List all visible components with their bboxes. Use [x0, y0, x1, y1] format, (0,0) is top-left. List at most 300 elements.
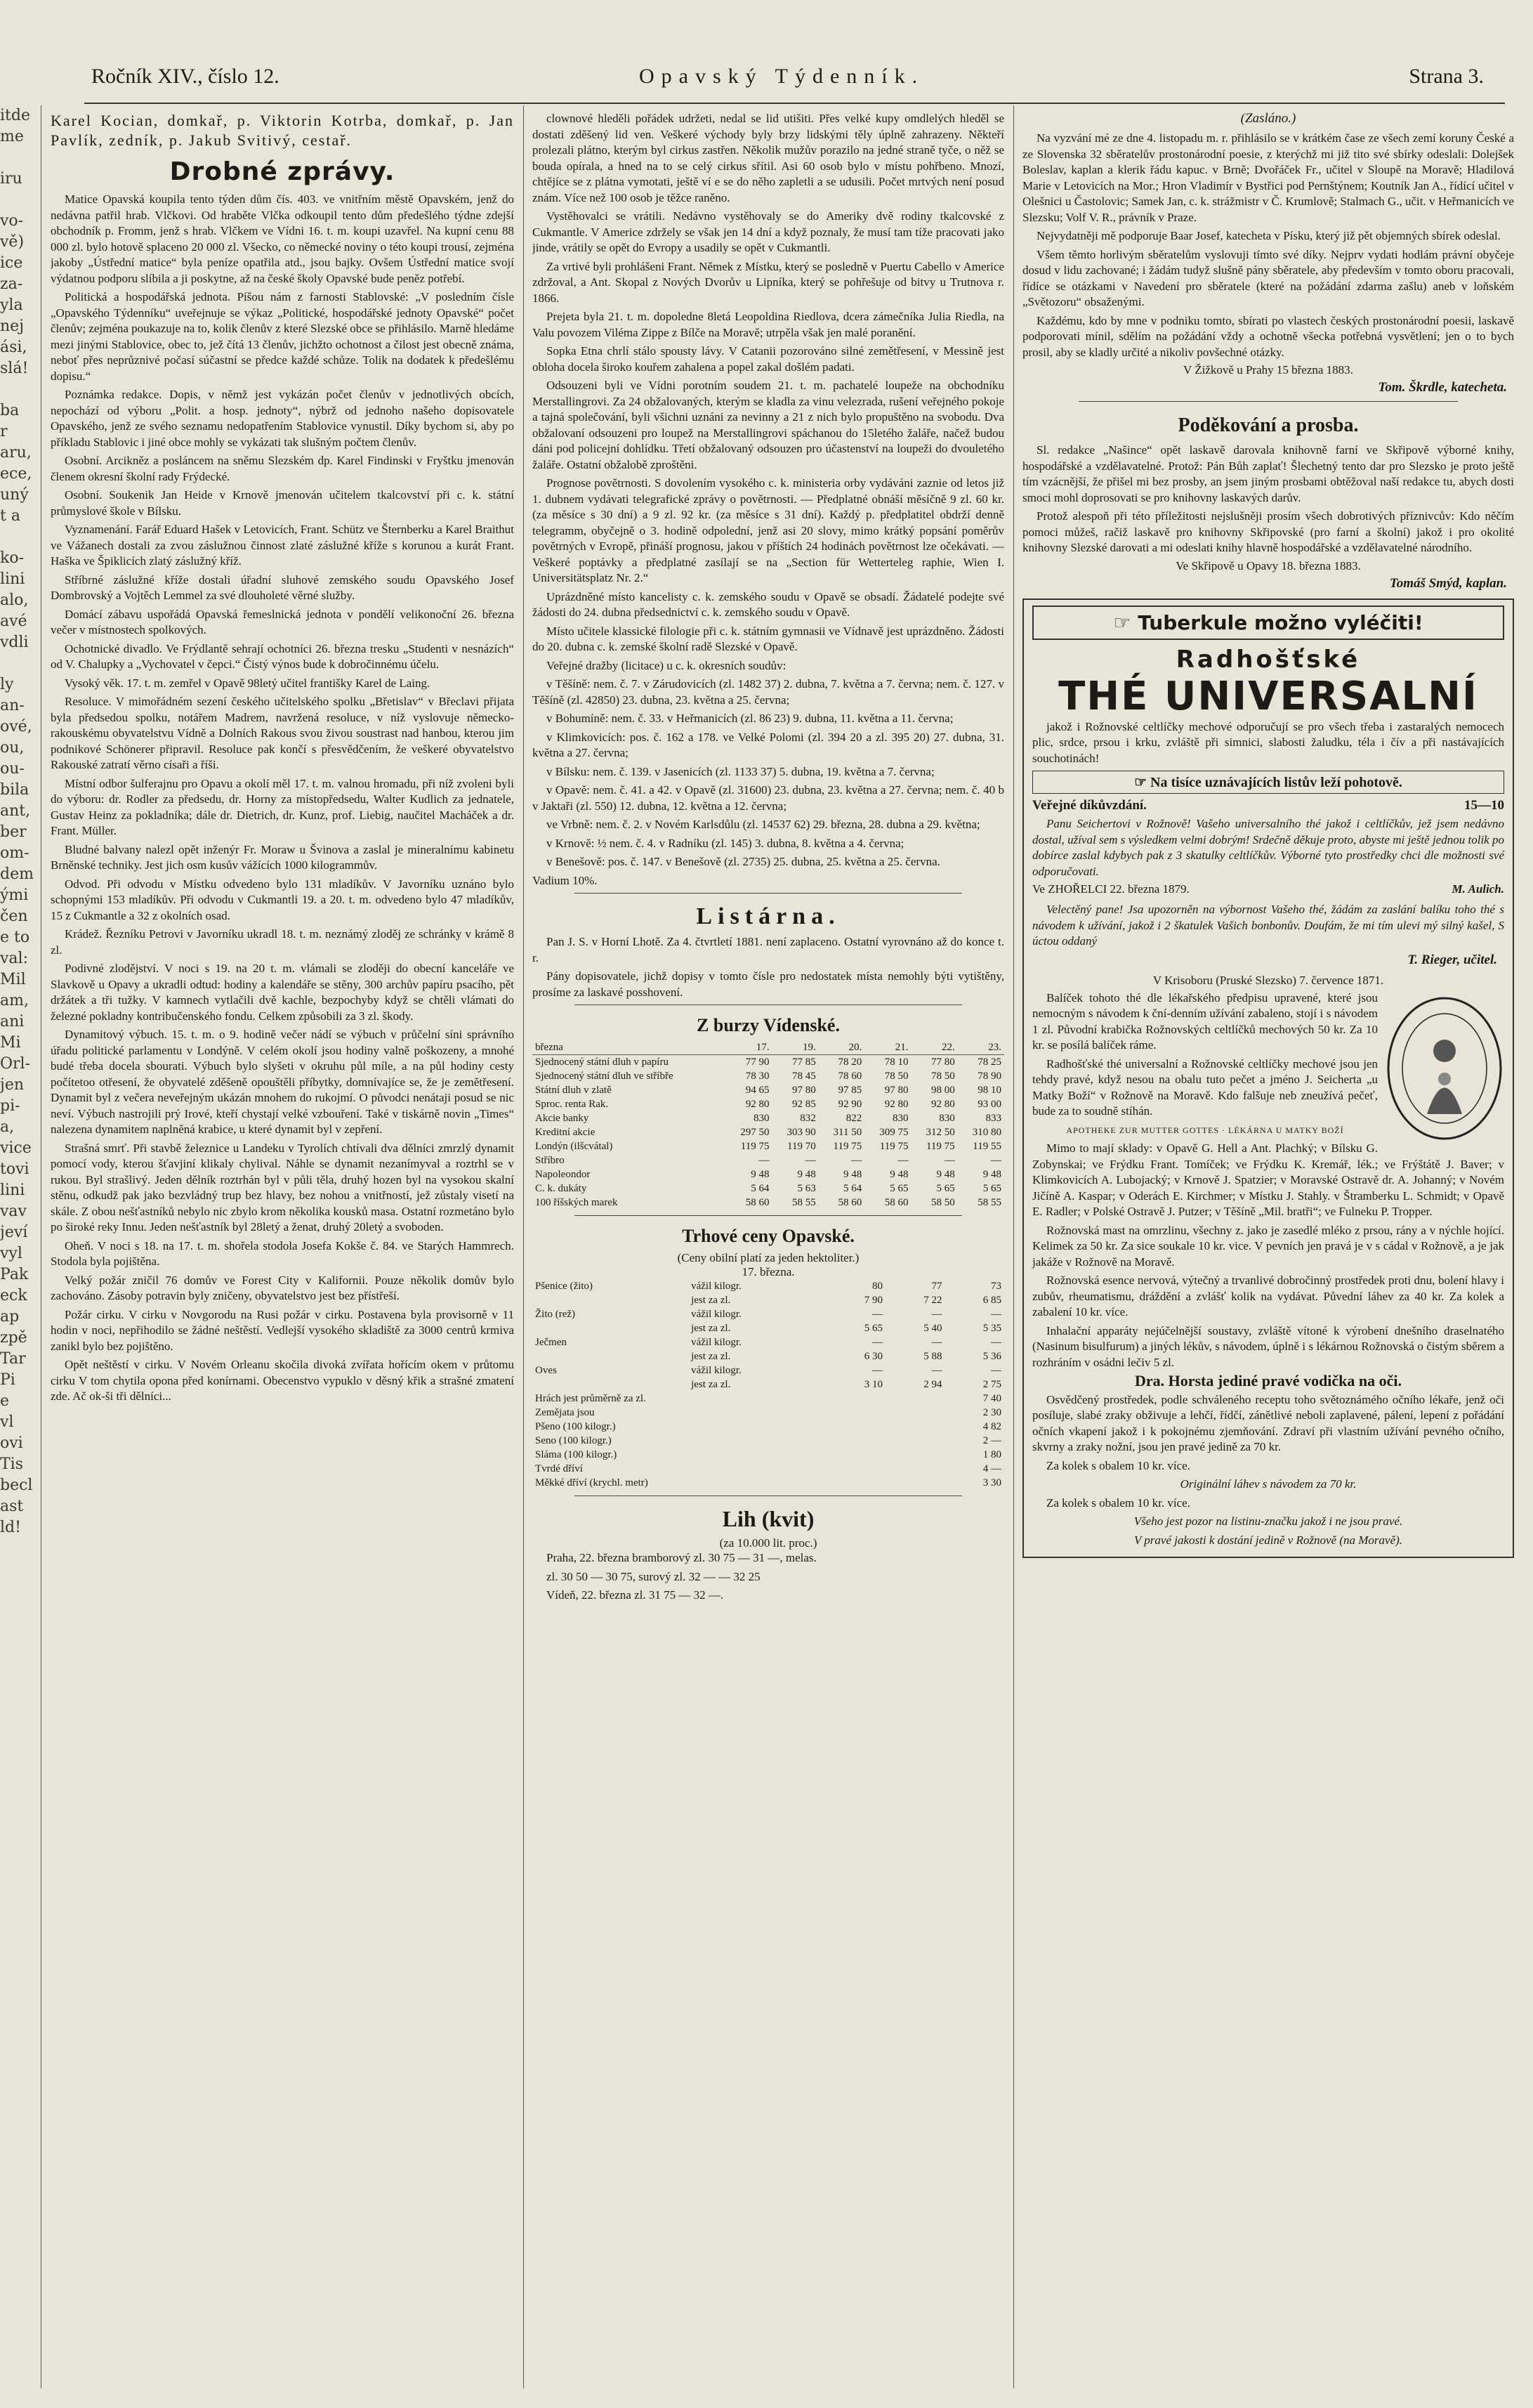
table-row	[532, 1097, 1004, 1111]
trhove-value: —	[872, 1309, 883, 1320]
burza-label: Státní dluh v zlatě	[535, 1085, 612, 1096]
trhove-value: 7 90	[864, 1295, 883, 1306]
edge-fragment: e	[0, 1392, 10, 1410]
table-row	[532, 1392, 1004, 1406]
burza-header-row	[532, 1040, 1004, 1055]
trhove-misc-value: 4 82	[982, 1421, 1001, 1432]
ad-letter-2-place: V Krisoboru (Pruské Slezsko) 7. července 1871.	[1152, 973, 1384, 987]
edge-fragment: jeví	[0, 1224, 28, 1241]
burza-value: 310 80	[972, 1127, 1001, 1138]
edge-fragment: ými	[0, 886, 29, 904]
ad-horsta-price: Za kolek s obalem 10 kr. více.	[1046, 1458, 1190, 1472]
edge-fragment: ld!	[0, 1519, 21, 1536]
trhove-label: Oves	[535, 1365, 557, 1376]
trhove-value: 6 30	[864, 1351, 883, 1362]
table-row	[532, 1406, 1004, 1420]
burza-value: 58 55	[978, 1197, 1001, 1208]
trhove-label: Pšenice (žito)	[535, 1281, 593, 1292]
ad-right-text: Radhošťské thé universalní a Rožnovské celtlíčky mechové jsou jen tehdy pravé, když nesou na obalu tuto pečet a jméno J. Seicherta „u Matky Boží“ v Rožnově na Moravě. Kdo falšuje neb zneužívá pečeť, bude za to soudně stíhán.	[1032, 1056, 1378, 1118]
trhove-misc-value: 3 30	[982, 1477, 1001, 1488]
article-paragraph: Stříbrné záslužné kříže dostali úřadní sluhové zemského soudu Opavského Josef Dombrovský a Vojtěch Lemmel za své dlouholeté věrné služby.	[51, 572, 514, 602]
edge-fragment: e to	[0, 929, 30, 946]
zaslano-paragraph: Každému, kdo by mne v podniku tomto, sbírati po vlastech českých prostonárodní poesii, laskavě podporovati mínil, sdělím na požádání vždy a ochotně všecka potřebná vysvětlení; jen o to bych prosil, aby se kladly určité a nikoliv povšechné otázky.	[1022, 313, 1514, 359]
auction-entry: v Benešově: pos. č. 147. v Benešově (zl. 2735) 25. dubna, 25. května a 25. června.	[546, 855, 940, 868]
trhove-value: —	[931, 1365, 942, 1376]
edge-fragment: ko-	[0, 549, 25, 567]
auction-vadium: Vadium 10%.	[532, 873, 598, 887]
burza-value: 832	[800, 1113, 816, 1124]
burza-value: 98 10	[978, 1085, 1001, 1096]
edge-fragment: čen	[0, 908, 28, 925]
trhove-misc-value: 2 30	[982, 1407, 1001, 1418]
trhove-subtitle: (Ceny obilní platí za jeden hektoliter.)	[677, 1251, 860, 1264]
edge-fragment: aru,	[0, 444, 32, 462]
edge-fragment	[0, 190, 35, 211]
article-paragraph: Krádež. Řezníku Petrovi v Javorníku ukradl 18. t. m. neznámý zloděj ze schránky v krámě 8 zl.	[51, 927, 514, 957]
article-paragraph: Vystěhovalci se vrátili. Nedávno vystěhovaly se do Ameriky dvě rodiny tkalcovské z Cukmantle. V Americe zdržely se však jen 14 dní a když poznaly, že musí tam tíže pracovati jako jinde, vrátily se opět do Evropy a usadily se opět v Cukmantli.	[532, 209, 1004, 254]
lih-price-line: Praha, 22. března bramborový zl. 30 75 — 31 —, melas.	[546, 1551, 817, 1564]
burza-value: 58 60	[838, 1197, 862, 1208]
ad-footer-1: Originální láhev s návodem za 70 kr.	[1180, 1477, 1357, 1491]
hand-pointer-icon: ☞	[1134, 775, 1151, 790]
trhove-unit: jest za zl.	[691, 1379, 731, 1390]
auction-entry: ve Vrbně: nem. č. 2. v Novém Karlsdůlu (zl. 14537 62) 29. března, 28. dubna a 29. května;	[546, 818, 980, 831]
trhove-label	[532, 1349, 688, 1363]
burza-value: 309 75	[879, 1127, 909, 1138]
trhove-misc-value: 1 80	[982, 1449, 1001, 1460]
edge-fragment: vav	[0, 1203, 27, 1220]
burza-value: 830	[892, 1113, 909, 1124]
running-head	[84, 65, 1505, 100]
edge-fragment: Tar	[0, 1350, 26, 1368]
burza-value: 78 20	[838, 1056, 862, 1068]
article-paragraph: Požár cirku. V cirku v Novgorodu na Rusi požár v cirku. Postavena byla provisorně v 11 hodin v noci, nepřihodilo se žádné neštěstí. Vedlejší vysokého skladiště za 3000 centrů krmiva zanikl bylo bez pojištěno.	[51, 1307, 514, 1353]
divider	[574, 1215, 962, 1216]
trhove-value: —	[872, 1337, 883, 1348]
article-paragraph: clownové hleděli pořádek udržeti, nedal se lid utišiti. Přes velké kupy omdlelých hleděl se dostati zděšený lid ven. Veškeré východy byly brzy lidskými těly úplně zahrazeny. Někteří prolezali plátno, kterým byl cirkus zastřen. Několik mužův porazilo na jedné straně tyče, o něž se bouda opírala, a hned na to se celý cirkus sřítil. Asi 60 osob bylo v místu pohřbeno. Mnozí, chtějíce se z plátna vymotati, ještě ví e se do něho zapletli a se udusili. Počet mrtvých není posud znám. Více než 100 osob je těžce raněno.	[532, 112, 1004, 204]
hand-pointer-icon: ☞	[1113, 610, 1138, 634]
table-row	[532, 1293, 1004, 1307]
trhove-misc-label: Měkké dříví (krychl. metr)	[535, 1477, 648, 1488]
burza-value: 297 50	[740, 1127, 770, 1138]
trhove-value: —	[991, 1337, 1001, 1348]
names-text: Karel Kocian, domkař, p. Viktorin Kotrba, domkař, p. Jan Pavlík, zedník, p. Jakub Svitivý, cestař.	[51, 112, 514, 149]
table-row	[532, 1196, 1004, 1210]
edge-fragment: vl	[0, 1413, 14, 1431]
trhove-misc-table	[532, 1392, 1004, 1490]
edge-fragment: iru	[0, 170, 22, 188]
ad-product-item: Rožnovská esence nervová, výtečný a trvanlivé dobročinný prostředek proti dnu, bolení hlavy i zubův, rheumatismu, dráždění a zvlášť kolik na vydávat. Půvední láhev za 40 kr. Za kolek a zabalení 10 kr. více.	[1032, 1274, 1504, 1318]
article-paragraph: Odsouzeni byli ve Vídni porotním soudem 21. t. m. pachatelé loupeže na obchodníku Merstallingrovi. Za 24 obžalovaných, kterým se kladla za vinu velezrada, rušení veřejného pokoje a tajná společování, byli všichni uznáni za nevinny a 21 z nich bylo propuštěno na svobodu. Dva obžalovaní odsouzeni pro loupež na Merstallingrovi spáchanou do 15letého žaláře, načež budou dáni pod policejní dohlídku. Třetí obžalovaný odsouzen pro účastenství na loupeži do dvouletého žaláře. Ostatní obžalobě zproštěni.	[532, 379, 1004, 471]
ad-letter-2-signature: T. Rieger, učitel.	[1407, 952, 1497, 967]
drobne-zpravy-title: Drobné zprávy.	[169, 157, 395, 186]
edge-fragment: a,	[0, 1118, 15, 1136]
table-row	[532, 1125, 1004, 1139]
table-row	[532, 1335, 1004, 1349]
news-articles	[532, 111, 1004, 674]
newspaper-title: Opavský Týdenník.	[639, 65, 925, 88]
edge-fragment	[0, 527, 35, 548]
burza-value: 119 75	[926, 1141, 955, 1152]
burza-value: 119 75	[879, 1141, 909, 1152]
edge-fragment: jen	[0, 1076, 25, 1094]
edge-fragment: pi-	[0, 1097, 20, 1115]
ad-banner-text: Tuberkule možno vyléčiti!	[1138, 610, 1423, 634]
burza-value: 77 80	[930, 1056, 955, 1068]
burza-header-cell: 22.	[911, 1040, 957, 1055]
thanks-paragraph: Protož alespoň při této příležitosti nejslušněji prosím všech dobrotivých příznivcův: Kdo něčím pomoci můžeš, račiž laskavě pro knihovny Skřipovské (pro farní a školní) jakož i pro okolité knihovny Slezské darovati a mi odeslati knihy hlavně hospodářské a vzdělavatelné národního.	[1022, 509, 1514, 554]
drobne-zpravy-articles	[51, 192, 514, 1405]
auction-entry: v Těšíně: nem. č. 7. v Zárudovicích (zl. 1482 37) 2. dubna, 7. května a 7. června; nem. č. 127. v Těšíně (zl. 42850) 23. dubna, 23. května a 25. června;	[532, 677, 1004, 707]
edge-fragment: ási,	[0, 339, 27, 356]
trhove-value: 5 40	[923, 1323, 942, 1334]
burza-value: 98 00	[930, 1085, 955, 1096]
burza-value: 119 70	[787, 1141, 816, 1152]
table-row	[532, 1069, 1004, 1083]
thanks-title: Poděkování a prosba.	[1178, 414, 1359, 436]
ad-stores: Mimo to mají sklady: v Opavě G. Hell a Ant. Plachký; v Bílsku G. Zobynskai; ve Frýdku Frant. Tomíček; ve Frýdku K. Kremář, lék.; ve Frýštátě J. Baver; v Klimkovicích A. Lubojacký; v Krnově J. Spatzier; v Moravské Ostravě dr. A. Johanný; v Novém Jičíně A. Kaspar; v Oderách E. Kirchmer; v Místku J. Stahly. v Štramberku L. Schmidt; v Opavě E. Radler; v Polské Ostravě J. Putzer; v Těšíně „Mil. bratři“; ve Fulneku P. Tropper.	[1032, 1141, 1504, 1218]
trhove-misc-label: Zemějata jsou	[535, 1407, 595, 1418]
edge-fragment: eck	[0, 1287, 27, 1304]
burza-value: 77 90	[745, 1056, 770, 1068]
burza-value: 78 50	[930, 1071, 955, 1082]
edge-fragment: an-	[0, 697, 25, 714]
article-paragraph: Místo učitele klassické filologie při c. k. státním gymnasii ve Vídnavě jest uprázdněno. Žádosti do 20. dubna c. k. zemské školní radě Slezské v Opavě.	[532, 624, 1004, 653]
trhove-value: 5 88	[923, 1351, 942, 1362]
edge-fragment: slá!	[0, 360, 29, 377]
burza-value: —	[944, 1155, 955, 1166]
burza-value: 58 60	[745, 1197, 770, 1208]
names-block	[51, 111, 514, 150]
trhove-value: 73	[991, 1281, 1001, 1292]
edge-fragment: Mi	[0, 1034, 21, 1052]
burza-value: —	[805, 1155, 816, 1166]
divider	[1079, 401, 1458, 402]
trhove-unit: jest za zl.	[691, 1351, 731, 1362]
burza-header-cell: 23.	[958, 1040, 1004, 1055]
burza-value: 92 85	[791, 1099, 816, 1110]
burza-value: 97 85	[838, 1085, 862, 1096]
header-rule	[84, 103, 1505, 104]
edge-fragment: me	[0, 128, 24, 145]
burza-value: 9 48	[890, 1169, 909, 1180]
edge-fragment: Pi	[0, 1371, 15, 1389]
zaslano-signature: Tom. Škrdle, katecheta.	[1378, 380, 1507, 395]
trhove-unit: vážil kilogr.	[691, 1281, 742, 1292]
edge-fragment: vice	[0, 1139, 32, 1157]
table-row	[532, 1055, 1004, 1070]
article-paragraph: Dynamitový výbuch. 15. t. m. o 9. hodině večer nádí se výbuch v průčelní síni správního úřadu politické parlamentu v Londýně. V celém okolí jsou hodiny valně poškozeny, a mnohé budé třeba docela sbourati. Výbuch bylo slyšeti v okruhu půl míle, a na půl hodiny cesty počítetoo otřesení, že obyvatelé zděšeně opouštěli příbytky, domnívajíce se, že je zemětřesení. Dynamit byl z večera neveřejným ukázán mnohem do rukojmí. O původci nenátaji posud se nic neví. Výbuch nastrojili prý Irové, kteří chystají velké vzbouření. Také v tiskárně novin „Times“ nalezena dynamitem naplněná krabice, u které dynamit byl v zepření.	[51, 1028, 514, 1136]
edge-fragment: yla	[0, 296, 23, 314]
ad-intro: jakož i Rožnovské celtlíčky mechové odporučují se pro všech třeba i zastaralých nemocech plic, srdce, prsou i krku, zvláště při simnici, slabosti žaludku, téla i čív a při nastávajících souchotinách!	[1032, 719, 1504, 765]
column-1	[51, 111, 514, 2394]
table-row	[532, 1378, 1004, 1392]
burza-value: 830	[939, 1113, 955, 1124]
seal-icon	[1385, 995, 1504, 1142]
burza-value: 92 80	[884, 1099, 909, 1110]
trhove-misc-label: Sláma (100 kilogr.)	[535, 1449, 617, 1460]
edge-fragment: ice	[0, 254, 23, 272]
burza-value: 94 65	[745, 1085, 770, 1096]
edge-fragment: Tis	[0, 1455, 23, 1473]
edge-fragment: ové,	[0, 718, 32, 735]
edge-fragment: Mil	[0, 971, 26, 988]
ad-letter-1-footer	[1032, 882, 1504, 896]
listarna-entry: Pan J. S. v Horní Lhotě. Za 4. čtvrtletí 1881. není zaplaceno. Ostatní vyrovnáno až do konce t. r.	[532, 935, 1004, 964]
trhove-value: 6 85	[982, 1295, 1001, 1306]
edge-fragment: vdli	[0, 634, 29, 651]
burza-value: 97 80	[791, 1085, 816, 1096]
article-paragraph: Velký požár zničil 76 domův ve Forest City v Kalifornii. Pouze několik domův bylo zachováno. Zásoby potravin byly zničeny, obyvatelstvo jest bez přístřeší.	[51, 1273, 514, 1302]
trhove-value: —	[991, 1309, 1001, 1320]
burza-value: 93 00	[978, 1099, 1001, 1110]
burza-value: 97 80	[884, 1085, 909, 1096]
table-row	[532, 1420, 1004, 1434]
trhove-unit: vážil kilogr.	[691, 1309, 742, 1320]
trhove-misc-label: Tvrdé dříví	[535, 1463, 583, 1474]
edge-fragment: vyl	[0, 1245, 22, 1262]
zaslano-paragraph: Na vyzvání mé ze dne 4. listopadu m. r. přihlásilo se v krátkém čase ze všech zemí koruny České a ze Slovenska 32 sběratelův prostonárodní poesie, z kterýchž mi již tito své sbírky odeslali: Dolejšek Boleslav, kaplan a klerik řádu kapuc. v Brně; Dvořáček Fr., učitel v Sloupě na Moravě; Hladilová Marie v Letovicích na Mor.; Hron Vladimír v Bystřici pod Pernštýnem; Koutník Jan A., řídící učitel v Olešnici u Častolovic; Samek Jan, c. k. strážmistr v Č. Krumlově; Stalmach G., učit. v Heřmanicích ve Slezsku; Volf V. R., právník v Praze.	[1022, 131, 1514, 224]
edge-fragment: Orl-	[0, 1055, 31, 1073]
article-paragraph: Politická a hospodářská jednota. Píšou nám z farnosti Stablovské: „V posledním čísle „Opavského Týdenníku“ uveřejnuje se výkaz „Politické, hospodářské jednoty Opavské“ počet členův; zejména poukazuje na to, kolik členův z které Slezské obce se přihlásilo. Marně hledáme mezi jinými Stablovice, obec to, jež čítá 13 členův, jichžto ochotnost a čilost jest obecně známa, neboť přes neprůznivé počasí súčastní se předce každé schůze. Tolik na dodatek k předešlému dopisu.“	[51, 290, 514, 383]
lih-price-line: zl. 30 50 — 30 75, surový zl. 32 — — 32 25	[546, 1569, 761, 1583]
issue-number: Ročník XIV., číslo 12.	[91, 65, 279, 88]
burza-value: —	[991, 1155, 1001, 1166]
table-row	[532, 1448, 1004, 1462]
edge-fragment: lini	[0, 570, 25, 588]
edge-fragment	[0, 148, 35, 169]
edge-fragment	[0, 653, 35, 674]
zaslano-paragraph: Všem těmto horlivým sběratelům vyslovuji tímto své díky. Nejprv vydati hodlám právní obyčeje dosud v lidu zachované; i žádám tudyž slušně pány sběratele, aby především v tomto oboru pracovali, řídíce se otázkami v Navedení pro sběratele (které na požádání zdarma zašlu) aneb v loňském „Světozoru“ obsaženými.	[1022, 247, 1514, 308]
trhove-title: Trhové ceny Opavské.	[682, 1226, 855, 1246]
burza-label: Akcie banky	[535, 1113, 589, 1124]
edge-fragment: ber	[0, 823, 27, 841]
article-paragraph: Prognose povětrnosti. S dovolením vysokého c. k. ministeria orby vydáváni zaznie od letos již 1. dubnem vydávati telegrafické zprávy o povětrnosti. — Předplatné obnáší měsíčně 9 zl. 60 kr. (za měsíce s 30 dní) a 9 zl. 92 kr. (za měsíce s 31 dní). Každý p. předplatitel obdrží denně telegramm, obyčejně o 3. hodině odpolední, jenž asi 20 slovy, mimo krátký popsání poměrův povětrných v Evropě, přináší prognosu, jakou v příštích 24 hodinách povětrnost lze očekávati. — Veškeré poptávky a předplatné zasílají se na „Section für Wetterteleg raphie, Wien I. Universitätsplatz Nr. 2.“	[532, 476, 1004, 584]
auction-entry: v Bohumíně: nem. č. 33. v Heřmanicích (zl. 86 23) 9. dubna, 11. května a 11. června;	[546, 712, 954, 725]
thanks-paragraph: Sl. redakce „Našince“ opět laskavě darovala knihovně farní ve Skřipově výborné knihy, hospodářské a vzdělavatelné. Protož: Pán Bůh zaplať! Šlechetný tento dar pro Slezsko je proto ještě tím vzácnější, že přišel mi bez prosby, an jsem jiným prosbami obtěžoval naší redakce tu, abych dosti smoci mohl doprosovati se pro knihovny laskavých darův.	[1022, 443, 1514, 504]
trhove-unit: vážil kilogr.	[691, 1365, 742, 1376]
table-row	[532, 1321, 1004, 1335]
burza-title: Z burzy Vídenské.	[697, 1015, 840, 1035]
ad-title-radhostske: Radhošťské	[1176, 645, 1361, 674]
column-rule-1	[523, 105, 524, 2388]
burza-value: 78 25	[978, 1056, 1001, 1068]
burza-value: 5 65	[982, 1183, 1001, 1194]
burza-value: —	[758, 1155, 770, 1166]
page-number: Strana 3.	[1409, 65, 1484, 88]
article-paragraph: Resoluce. V mimořádném sezení českého učitelského spolku „Břetislav“ v Břeclavi přijata byla předsedou spolku, notářem Madrem, navržená resoluce, v níž vyslovuje německo-rakouskému obyvatelstvu Vídně a Dolních Rakous svou živou soustrast nad hanbou, kterou jim podnikové Schönerer připravil. Resoluce pak končí s přesvědčením, že veškeré obyvatelstvo Rakouské zatratí věrno císaři a říši.	[51, 695, 514, 771]
edge-fragment	[0, 379, 35, 400]
listarna-block	[532, 934, 1004, 1000]
burza-value: 5 63	[797, 1183, 816, 1194]
table-row	[532, 1167, 1004, 1182]
burza-header-cell: března	[532, 1040, 725, 1055]
article-paragraph: Strašná smrť. Při stavbě železnice u Landeku v Tyrolích chtívali dva dělníci zmrzlý dynamit pomocí vody, kterou šťavjiní klikaly chylival. Náhle se dynamit nezanímyval a roztrhl se v rukou. Byl strašlivý. Jeden dělník roztrhán byl v půli těla, druhý hozen byl na vysokou skalní stěnu, odkudž pak jako bezvládný trup bez hlavy, bez nohou a vnitřností, jež zůstaly visetí na skále. Z obou nešťastníků nebylo nic zbylo krom několika kousků masa. Ostatní rozmetáno bylo po široké reky Innu. Jeden nešťastník byl 28letý a ženat, druhý 20letý a svoboden.	[51, 1141, 514, 1234]
burza-value: 833	[985, 1113, 1001, 1124]
burza-value: 92 80	[930, 1099, 955, 1110]
burza-table	[532, 1040, 1004, 1210]
trhove-unit: vážil kilogr.	[691, 1337, 742, 1348]
article-paragraph: Osobní. Soukenik Jan Heide v Krnově jmenován učitelem tkalcovství při c. k. státní průmyslové škole v Bílsku.	[51, 488, 514, 518]
edge-fragment: tovi	[0, 1160, 29, 1178]
burza-value: 119 55	[973, 1141, 1001, 1152]
trhove-value: 5 35	[982, 1323, 1001, 1334]
burza-header-cell: 20.	[819, 1040, 865, 1055]
article-paragraph: Vyznamenání. Farář Eduard Hašek v Letovicích, Frant. Schütz ve Šternberku a Karel Braithut ve Vážanech dostali za zvou záslužnou činnost zlaté záslužné kříže s korunou a kurát Frant. Haška ve Špiklicích zlatý záslužný kříž.	[51, 523, 514, 568]
edge-fragment: t a	[0, 507, 20, 525]
burza-header-cell: 17.	[725, 1040, 772, 1055]
trhove-date: 17. března.	[742, 1265, 795, 1278]
lih-subtitle: (za 10.000 lit. proc.)	[719, 1536, 817, 1550]
trhove-misc-value: 7 40	[982, 1393, 1001, 1404]
auction-entry: v Krnově: ½ nem. č. 4. v Radníku (zl. 145) 3. dubna, 8. května a 4. června;	[546, 836, 904, 850]
trhove-value: 2 94	[923, 1379, 942, 1390]
table-row	[532, 1139, 1004, 1153]
table-row	[532, 1307, 1004, 1321]
edge-fragment: vě)	[0, 233, 25, 251]
burza-value: 9 48	[982, 1169, 1001, 1180]
trhove-value: 80	[872, 1281, 883, 1292]
burza-value: 78 10	[884, 1056, 909, 1068]
edge-fragment: zpě	[0, 1329, 27, 1347]
burza-value: 78 30	[745, 1071, 770, 1082]
listarna-entry: Pány dopisovatele, jichž dopisy v tomto čísle pro nedostatek místa nemohly býti vytištěny, prosíme za laskavé posshovení.	[532, 969, 1004, 999]
auction-entry: v Klimkovicích: pos. č. 162 a 178. ve Velké Polomi (zl. 394 20 a zl. 395 20) 27. dubna, 31. května a 27. června;	[532, 730, 1004, 759]
burza-value: 78 50	[884, 1071, 909, 1082]
article-paragraph: Ochotnické divadlo. Ve Frýdlantě sehrají ochotníci 26. března tresku „Studenti v nesnázích“ od V. Chalupky a „Vychovatel v čepci.“ Čistý výnos bude k dobročinnému účelu.	[51, 641, 514, 671]
burza-value: 119 75	[833, 1141, 862, 1152]
burza-value: 312 50	[926, 1127, 955, 1138]
burza-label: C. k. dukáty	[535, 1183, 587, 1194]
burza-value: —	[851, 1155, 862, 1166]
edge-fragment: uný	[0, 486, 29, 504]
trhove-value: 5 65	[864, 1323, 883, 1334]
trhove-table	[532, 1279, 1004, 1392]
listarna-title: Listárna.	[696, 903, 841, 929]
ad-thanks-range: 15—10	[1464, 798, 1504, 813]
edge-fragment: Pak	[0, 1266, 29, 1283]
zaslano-paragraph: Nejvydatněji mě podporuje Baar Josef, katecheta v Písku, který již pět objemných sbírek odeslal.	[1037, 229, 1501, 242]
auction-entry: v Opavě: nem. č. 41. a 42. v Opavě (zl. 31600) 23. dubna, 23. května a 27. června; nem. č. 40 b v Jaktaři (zl. 550) 12. dubna, 12. května a 12. června;	[532, 783, 1004, 813]
trhove-value: —	[931, 1337, 942, 1348]
ad-footer-3: Všeho jest pozor na listinu-značku jakož i ne jsou pravé.	[1133, 1514, 1403, 1528]
burza-value: 303 90	[787, 1127, 816, 1138]
article-paragraph: Za vrtivé byli prohlášeni Frant. Němek z Místku, který se posledně v Puertu Cabello v Americe zdržoval, a Ant. Skopal z Nových Dvorův u Lipníka, který se pohřešuje od bitvy u Trutnova r. 1866.	[532, 259, 1004, 305]
article-paragraph: Odvod. Při odvodu v Místku odvedeno bylo 131 mladíkův. V Javorníku uznáno bylo schopnými 153 mladíkův. Při odvodu v Cukmantli 19. a 20. t. m. odvedeno bylo 47 mladíkův, 15 z Cukmantle a 32 z okolních osad.	[51, 877, 514, 922]
edge-fragment: ant,	[0, 802, 31, 820]
ad-testimonials-note	[1032, 771, 1504, 794]
article-paragraph: Prejeta byla 21. t. m. dopoledne 8letá Leopoldina Riedlova, dcera zámečníka Julia Riedla, na Valu povozem Viléma Zippe z Bílče na Moravě; utrpěla však jen malé poranění.	[532, 310, 1004, 339]
edge-fragment: ani	[0, 1013, 25, 1030]
burza-label: Kreditní akcie	[535, 1127, 596, 1138]
burza-value: 77 85	[791, 1056, 816, 1068]
edge-fragment: ly	[0, 676, 14, 693]
edge-fragment: om-	[0, 844, 29, 862]
edge-fragment: nej	[0, 318, 25, 335]
burza-label: Londýn (ilšcvátal)	[535, 1141, 613, 1152]
edge-fragment: alo,	[0, 591, 29, 609]
burza-value: 92 90	[838, 1099, 862, 1110]
edge-fragment: itde	[0, 107, 30, 124]
article-paragraph: Osobní. Arcikněz a posláncem na sněmu Slezském dp. Karel Findinski v Fryštku jmenován členem okresní školní rady Frýdecké.	[51, 454, 514, 483]
edge-fragment: bila	[0, 781, 29, 799]
zaslano-dateline: V Žižkově u Prahy 15 března 1883.	[1183, 363, 1353, 377]
ad-title-universal: THÉ UNIVERSALNÍ	[1058, 673, 1478, 719]
previous-page-edge	[0, 105, 35, 2388]
ad-footer-4: V pravé jakosti k dostání jedině v Rožnově (na Moravě).	[1133, 1533, 1403, 1547]
column-3	[1022, 111, 1514, 2394]
zaslano-article	[1022, 131, 1514, 360]
advertisement	[1022, 598, 1514, 1559]
burza-label: 100 říšských marek	[535, 1197, 618, 1208]
burza-label: Sjednocený státní dluh v papíru	[535, 1056, 669, 1068]
ad-product-item: Rožnovská mast na omrzlinu, všechny z. jako je zasedlé mléko z prsou, rány a v nýchle hojící. Kelimek za 50 kr. Za sice soukale 10 kr. vice. V pevních jen pravá je v s cádal v Rožnově, a je jak jakáže v Rožnově na Moravě.	[1032, 1223, 1504, 1269]
ad-footer-2: Za kolek s obalem 10 kr. více.	[1046, 1496, 1190, 1510]
edge-fragment: lini	[0, 1182, 25, 1199]
burza-value: 119 75	[740, 1141, 770, 1152]
burza-header-cell: 19.	[772, 1040, 818, 1055]
trhove-value: —	[872, 1365, 883, 1376]
ad-left-text: Balíček tohoto thé dle lékařského předpisu upravené, které jsou nemocným s návodem k ční-denním užívání zabaleno, stojí i s návodem 1 zl. Původní krabička Rožnovských celtlíčků mechových 50 kr. Za 10 kr. se posílá balíček ráme.	[1032, 990, 1378, 1052]
article-paragraph: Matice Opavská koupila tento týden dům čís. 403. ve vnitřním městě Opavském, jenž do nedávna patřil hrab. Vlčkovi. Od hraběte Vlčka odkoupil tento dům předešlého týdne zdejší obchodník p. Fromm, jenž s hrab. Vlčkem ve Vídni 16. t. m. koupi uzavřel. Na kupní cenu 88 000 zl. bylo hotově splaceno 20 000 zl. Všecko, co německé noviny o této koupi trousí, zejména jakoby „Ústřední matice“ byla peníze opatřila atd., jsou bajky. Ovšem Ústřední matice svojí výdatnou podporu slíbila a ji poskytne, až na české školy Opavské bude peněz potřebí.	[51, 192, 514, 285]
trhove-misc-value: 4 —	[982, 1463, 1001, 1474]
trhove-value: 77	[931, 1281, 942, 1292]
trhove-value: —	[931, 1309, 942, 1320]
table-row	[532, 1363, 1004, 1378]
edge-fragment: avé	[0, 613, 27, 630]
edge-fragment: becl	[0, 1477, 33, 1494]
trhove-label	[532, 1293, 688, 1307]
burza-value: 9 48	[843, 1169, 862, 1180]
table-row	[532, 1182, 1004, 1196]
article-paragraph: Sopka Etna chrlí stálo spousty lávy. V Catanii pozorováno silné zemětřesení, v Messině jest obloha docela široko kouřem zahalena a popel zakal došlém padati.	[532, 344, 1004, 374]
thanks-dateline: Ve Skřipově u Opavy 18. března 1883.	[1176, 558, 1361, 572]
burza-value: 5 64	[751, 1183, 770, 1194]
edge-fragment: r	[0, 423, 8, 440]
trhove-misc-label: Hrách jest průměrně za zl.	[535, 1393, 646, 1404]
edge-fragment: ast	[0, 1498, 24, 1515]
burza-value: —	[897, 1155, 909, 1166]
burza-value: 830	[753, 1113, 770, 1124]
table-row	[532, 1083, 1004, 1097]
edge-fragment: am,	[0, 992, 29, 1009]
article-paragraph: Bludné balvany nalezl opět inženýr Fr. Moraw u Švinova a zaslal je mineralnímu kabinetu Brněnské techniky. Jest jich osm kusův vážících 1000 kilogrammův.	[51, 842, 514, 872]
article-paragraph: Domácí zábavu uspořádá Opavská řemeslnická jednota v pondělí velikonoční 26. března večer v místnostech spolkových.	[51, 607, 514, 636]
edge-fragment: val:	[0, 950, 28, 967]
edge-fragment: za-	[0, 275, 23, 293]
ad-pill-text: Na tisíce uznávajících listův leží pohotově.	[1150, 775, 1402, 790]
burza-label: Napoleondor	[535, 1169, 591, 1180]
ad-horsta-title: Dra. Horsta jediné pravé vodička na oči.	[1134, 1372, 1402, 1389]
table-row	[532, 1434, 1004, 1448]
article-paragraph: Opět neštěstí v cirku. V Novém Orleanu skočila divoká zvířata hořícím okem v průtomu cirku V tom chytila opona před konírnami. Obecenstvo vypuklo v děsný křik a strašné zmatení zde. Ač ok-ši tři dělníci...	[51, 1358, 514, 1403]
lih-title: Lih (kvit)	[722, 1506, 815, 1531]
table-row	[532, 1462, 1004, 1476]
trhove-misc-label: Pšeno (100 kilogr.)	[535, 1421, 616, 1432]
divider	[574, 893, 962, 894]
burza-value: 9 48	[797, 1169, 816, 1180]
burza-value: 5 65	[936, 1183, 955, 1194]
ad-letter-1: Panu Seichertovi v Rožnově! Vašeho universalního thé jakož i celtlíčkův, jež jsem nedávno dostal, užíval sem s výsledkem velmi dobrým! Srdečně děkuje proto, abyste mi ještě jednou tolik po dobírce zaslal kdybych pak z 3 skatulky celtlíčkův. Výborné tyto prostředky chci dle možnosti své odporučovati.	[1032, 817, 1504, 878]
auction-entry: v Bílsku: nem. č. 139. v Jasenicích (zl. 1133 37) 5. dubna, 19. května a 7. června;	[546, 764, 935, 778]
edge-fragment: ou,	[0, 739, 25, 757]
thanks-article	[1022, 443, 1514, 556]
edge-fragment: ovi	[0, 1434, 23, 1452]
column-rule-2	[1013, 105, 1014, 2388]
zaslano-label: (Zasláno.)	[1240, 111, 1296, 126]
edge-fragment: ba	[0, 402, 20, 419]
trhove-label: Ječmen	[535, 1337, 567, 1348]
